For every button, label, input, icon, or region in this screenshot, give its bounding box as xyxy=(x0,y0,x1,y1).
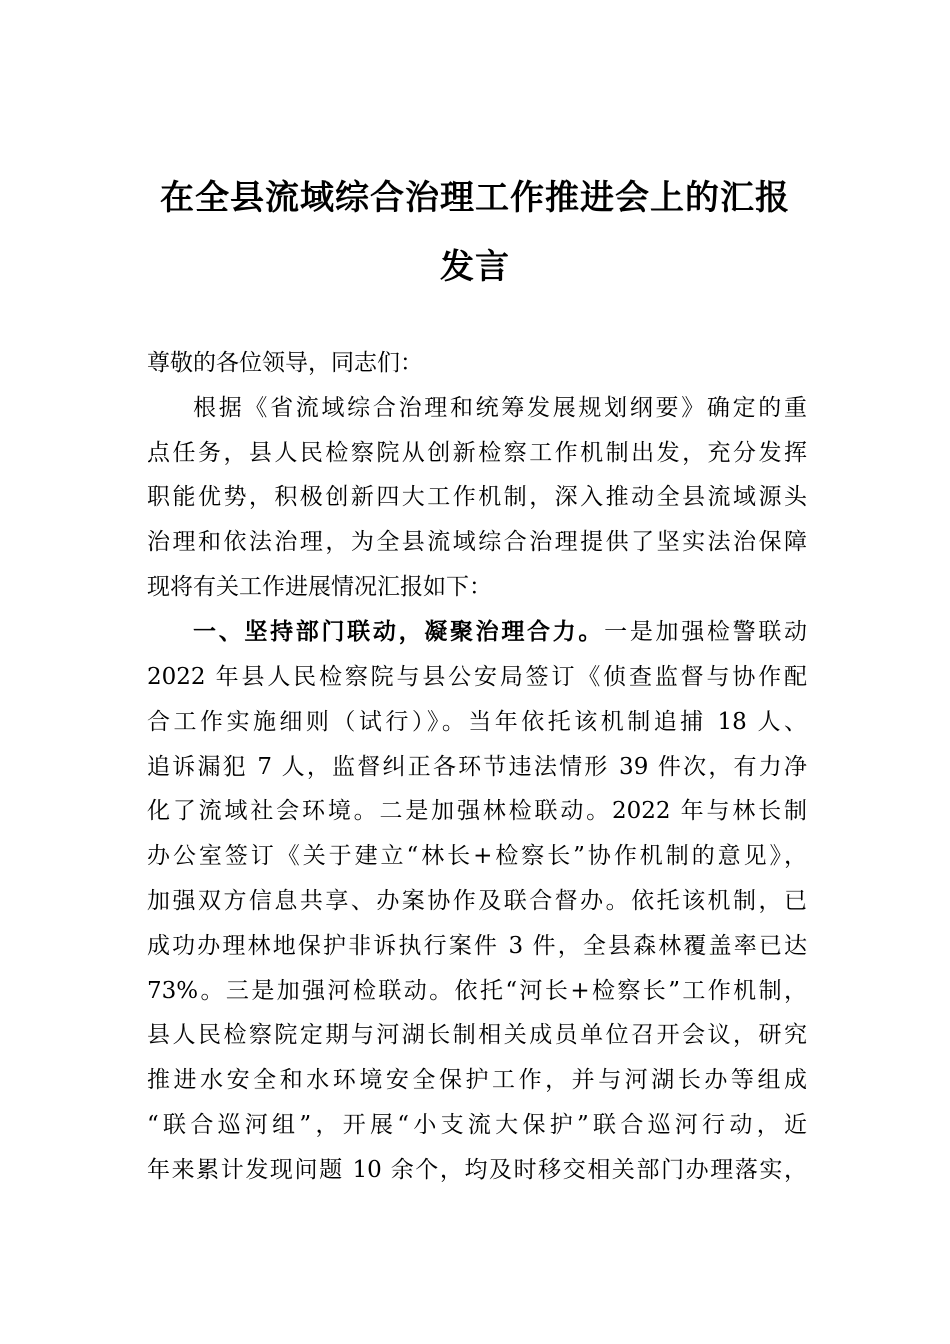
paragraph-2-line: 加强双方信息共享、办案协作及联合督办。依托该机制，已 xyxy=(147,888,807,914)
paragraph-2-line: 2022 年县人民检察院与县公安局签订《侦查监督与协作配 xyxy=(147,664,807,690)
paragraph-2-line: 合工作实施细则（试行）》。当年依托该机制追捕 18 人、 xyxy=(147,708,807,735)
paragraph-1-line: 点任务，县人民检察院从创新检察工作机制出发，充分发挥 xyxy=(147,440,807,466)
paragraph-2-line: 推进水安全和水环境安全保护工作，并与河湖长办等组成 xyxy=(147,1067,807,1094)
paragraph-1-line: 根据《省流域综合治理和统筹发展规划纲要》确定的重 xyxy=(193,395,807,421)
paragraph-1-line: 职能优势，积极创新四大工作机制，深入推动全县流域源头 xyxy=(147,484,807,510)
paragraph-2-line: 办公室签订《关于建立“林长+检察长”协作机制的意见》， xyxy=(147,843,807,870)
paragraph-2-line: 成功办理林地保护非诉执行案件 3 件，全县森林覆盖率已达 xyxy=(147,932,807,959)
paragraph-2-first-line xyxy=(147,617,807,647)
section-heading: 一、坚持部门联动，凝聚治理合力。 xyxy=(193,618,605,645)
paragraph-2-line: 县人民检察院定期与河湖长制相关成员单位召开会议，研究 xyxy=(147,1022,807,1049)
paragraph-2-text: 一是加强检警联动 xyxy=(604,619,808,645)
document-title-line-2: 发言 xyxy=(440,247,510,287)
paragraph-2-line: 73%。三是加强河检联动。依托“河长+检察长”工作机制， xyxy=(147,977,807,1004)
salutation: 尊敬的各位领导，同志们： xyxy=(147,350,423,376)
document-title-line-1: 在全县流域综合治理工作推进会上的汇报 xyxy=(160,178,790,218)
paragraph-2-line: 追诉漏犯 7 人，监督纠正各环节违法情形 39 件次，有力净 xyxy=(147,753,807,780)
paragraph-1-line: 现将有关工作进展情况汇报如下： xyxy=(147,574,492,600)
paragraph-2-line: 年来累计发现问题 10 余个，均及时移交相关部门办理落实， xyxy=(147,1156,807,1183)
paragraph-2-line: 化了流域社会环境。二是加强林检联动。2022 年与林长制 xyxy=(147,798,807,825)
paragraph-2-line: “联合巡河组”，开展“小支流大保护”联合巡河行动，近 xyxy=(147,1112,807,1138)
paragraph-1-line: 治理和依法治理，为全县流域综合治理提供了坚实法治保障 xyxy=(147,529,807,555)
